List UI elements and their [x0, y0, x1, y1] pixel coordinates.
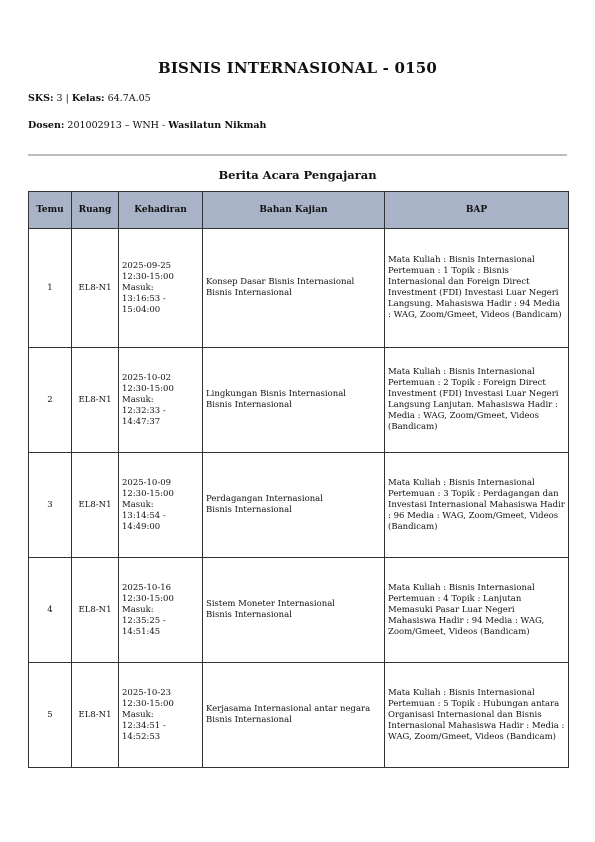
bahan-topik: Perdagangan Internasional [206, 494, 323, 504]
bap-table [28, 191, 569, 768]
kelas-value: 64.7A.05 [107, 93, 151, 104]
jam: 12:30-15:00 [122, 383, 174, 394]
cell-ruang: EL8-N1 [72, 558, 119, 663]
course-title: BISNIS INTERNASIONAL - 0150 [157, 59, 438, 77]
column-header-kehadiran: Kehadiran [119, 192, 203, 229]
cell-bahan-kajian [203, 348, 385, 453]
course-info-line [28, 93, 151, 105]
cell-bap: Mata Kuliah : Bisnis Internasional Pertemuan : 5 Topik : Hubungan antara Organisasi Internasional dan Bisnis Internasional Mahasiswa Hadir : Media : WAG, Zoom/Gmeet, Videos (Bandicam) [385, 663, 569, 768]
sks-value: 3 [56, 93, 63, 104]
cell-bahan-kajian [203, 229, 385, 348]
cell-temu: 1 [29, 229, 72, 348]
cell-bap: Mata Kuliah : Bisnis Internasional Pertemuan : 1 Topik : Bisnis Internasional dan Foreign Direct Investment (FDI) Investasi Luar Negeri Langsung. Mahasiswa Hadir : 94 Media : WAG, Zoom/Gmeet, Videos (Bandicam) [385, 229, 569, 348]
divider-line [28, 154, 567, 156]
masuk-time: 12:34:51 - [122, 720, 166, 731]
column-header-ruang: Ruang [72, 192, 119, 229]
keluar-time: 14:47:37 [122, 416, 161, 427]
bahan-topik: Sistem Moneter Internasional [206, 599, 335, 609]
table-row [29, 229, 569, 348]
keluar-time: 14:52:53 [122, 731, 161, 742]
cell-ruang: EL8-N1 [72, 348, 119, 453]
tanggal: 2025-09-25 [122, 260, 172, 271]
cell-kehadiran [119, 348, 203, 453]
jam: 12:30-15:00 [122, 698, 174, 709]
bahan-mk: Bisnis Internasional [206, 288, 292, 298]
table-row [29, 348, 569, 453]
masuk-label: Masuk: [122, 394, 154, 405]
masuk-label: Masuk: [122, 499, 154, 510]
cell-kehadiran [119, 229, 203, 348]
tanggal: 2025-10-23 [122, 687, 172, 698]
dosen-name: Wasilatun Nikmah [168, 120, 267, 131]
keluar-time: 14:51:45 [122, 626, 161, 637]
section-title: Berita Acara Pengajaran [218, 168, 377, 182]
cell-bap: Mata Kuliah : Bisnis Internasional Pertemuan : 2 Topik : Foreign Direct Investment (FDI) Investasi Luar Negeri Langsung Lanjutan. Mahasiswa Hadir : Media : WAG, Zoom/Gmeet, Videos (Bandicam) [385, 348, 569, 453]
masuk-label: Masuk: [122, 604, 154, 615]
jam: 12:30-15:00 [122, 593, 174, 604]
bahan-topik: Kerjasama Internasional antar negara [206, 704, 371, 714]
keluar-time: 14:49:00 [122, 521, 161, 532]
column-header-bahan-kajian: Bahan Kajian [203, 192, 385, 229]
masuk-label: Masuk: [122, 282, 154, 293]
jam: 12:30-15:00 [122, 271, 174, 282]
masuk-label: Masuk: [122, 709, 154, 720]
keluar-time: 15:04:00 [122, 304, 161, 315]
cell-temu: 2 [29, 348, 72, 453]
kelas-label: Kelas: [71, 93, 105, 104]
cell-bahan-kajian [203, 558, 385, 663]
cell-kehadiran [119, 558, 203, 663]
cell-bahan-kajian [203, 663, 385, 768]
jam: 12:30-15:00 [122, 488, 174, 499]
masuk-time: 13:16:53 - [122, 293, 166, 304]
tanggal: 2025-10-09 [122, 477, 172, 488]
table-header-row [29, 192, 569, 229]
masuk-time: 12:32:33 - [122, 405, 166, 416]
masuk-time: 12:35:25 - [122, 615, 166, 626]
table-row [29, 558, 569, 663]
separator: | [65, 93, 69, 104]
dosen-label: Dosen: [28, 120, 65, 131]
dosen-code: 201002913 – WNH - [67, 120, 166, 131]
cell-bap: Mata Kuliah : Bisnis Internasional Pertemuan : 4 Topik : Lanjutan Memasuki Pasar Luar Negeri Mahasiswa Hadir : 94 Media : WAG, Zoom/Gmeet, Videos (Bandicam) [385, 558, 569, 663]
cell-kehadiran [119, 663, 203, 768]
tanggal: 2025-10-16 [122, 582, 172, 593]
column-header-bap: BAP [385, 192, 569, 229]
cell-kehadiran [119, 453, 203, 558]
cell-temu: 3 [29, 453, 72, 558]
sks-label: SKS: [28, 93, 54, 104]
cell-ruang: EL8-N1 [72, 229, 119, 348]
bahan-topik: Lingkungan Bisnis Internasional [206, 389, 346, 399]
cell-bahan-kajian [203, 453, 385, 558]
cell-temu: 4 [29, 558, 72, 663]
cell-temu: 5 [29, 663, 72, 768]
masuk-time: 13:14:54 - [122, 510, 166, 521]
column-header-temu: Temu [29, 192, 72, 229]
bahan-mk: Bisnis Internasional [206, 400, 292, 410]
bahan-mk: Bisnis Internasional [206, 610, 292, 620]
bahan-topik: Konsep Dasar Bisnis Internasional [206, 277, 355, 287]
cell-ruang: EL8-N1 [72, 453, 119, 558]
cell-ruang: EL8-N1 [72, 663, 119, 768]
tanggal: 2025-10-02 [122, 372, 172, 383]
table-row [29, 453, 569, 558]
bahan-mk: Bisnis Internasional [206, 715, 292, 725]
lecturer-line [28, 120, 266, 132]
bahan-mk: Bisnis Internasional [206, 505, 292, 515]
cell-bap: Mata Kuliah : Bisnis Internasional Pertemuan : 3 Topik : Perdagangan dan Investasi Internasional Mahasiswa Hadir : 96 Media : WAG, Zoom/Gmeet, Videos (Bandicam) [385, 453, 569, 558]
table-row [29, 663, 569, 768]
